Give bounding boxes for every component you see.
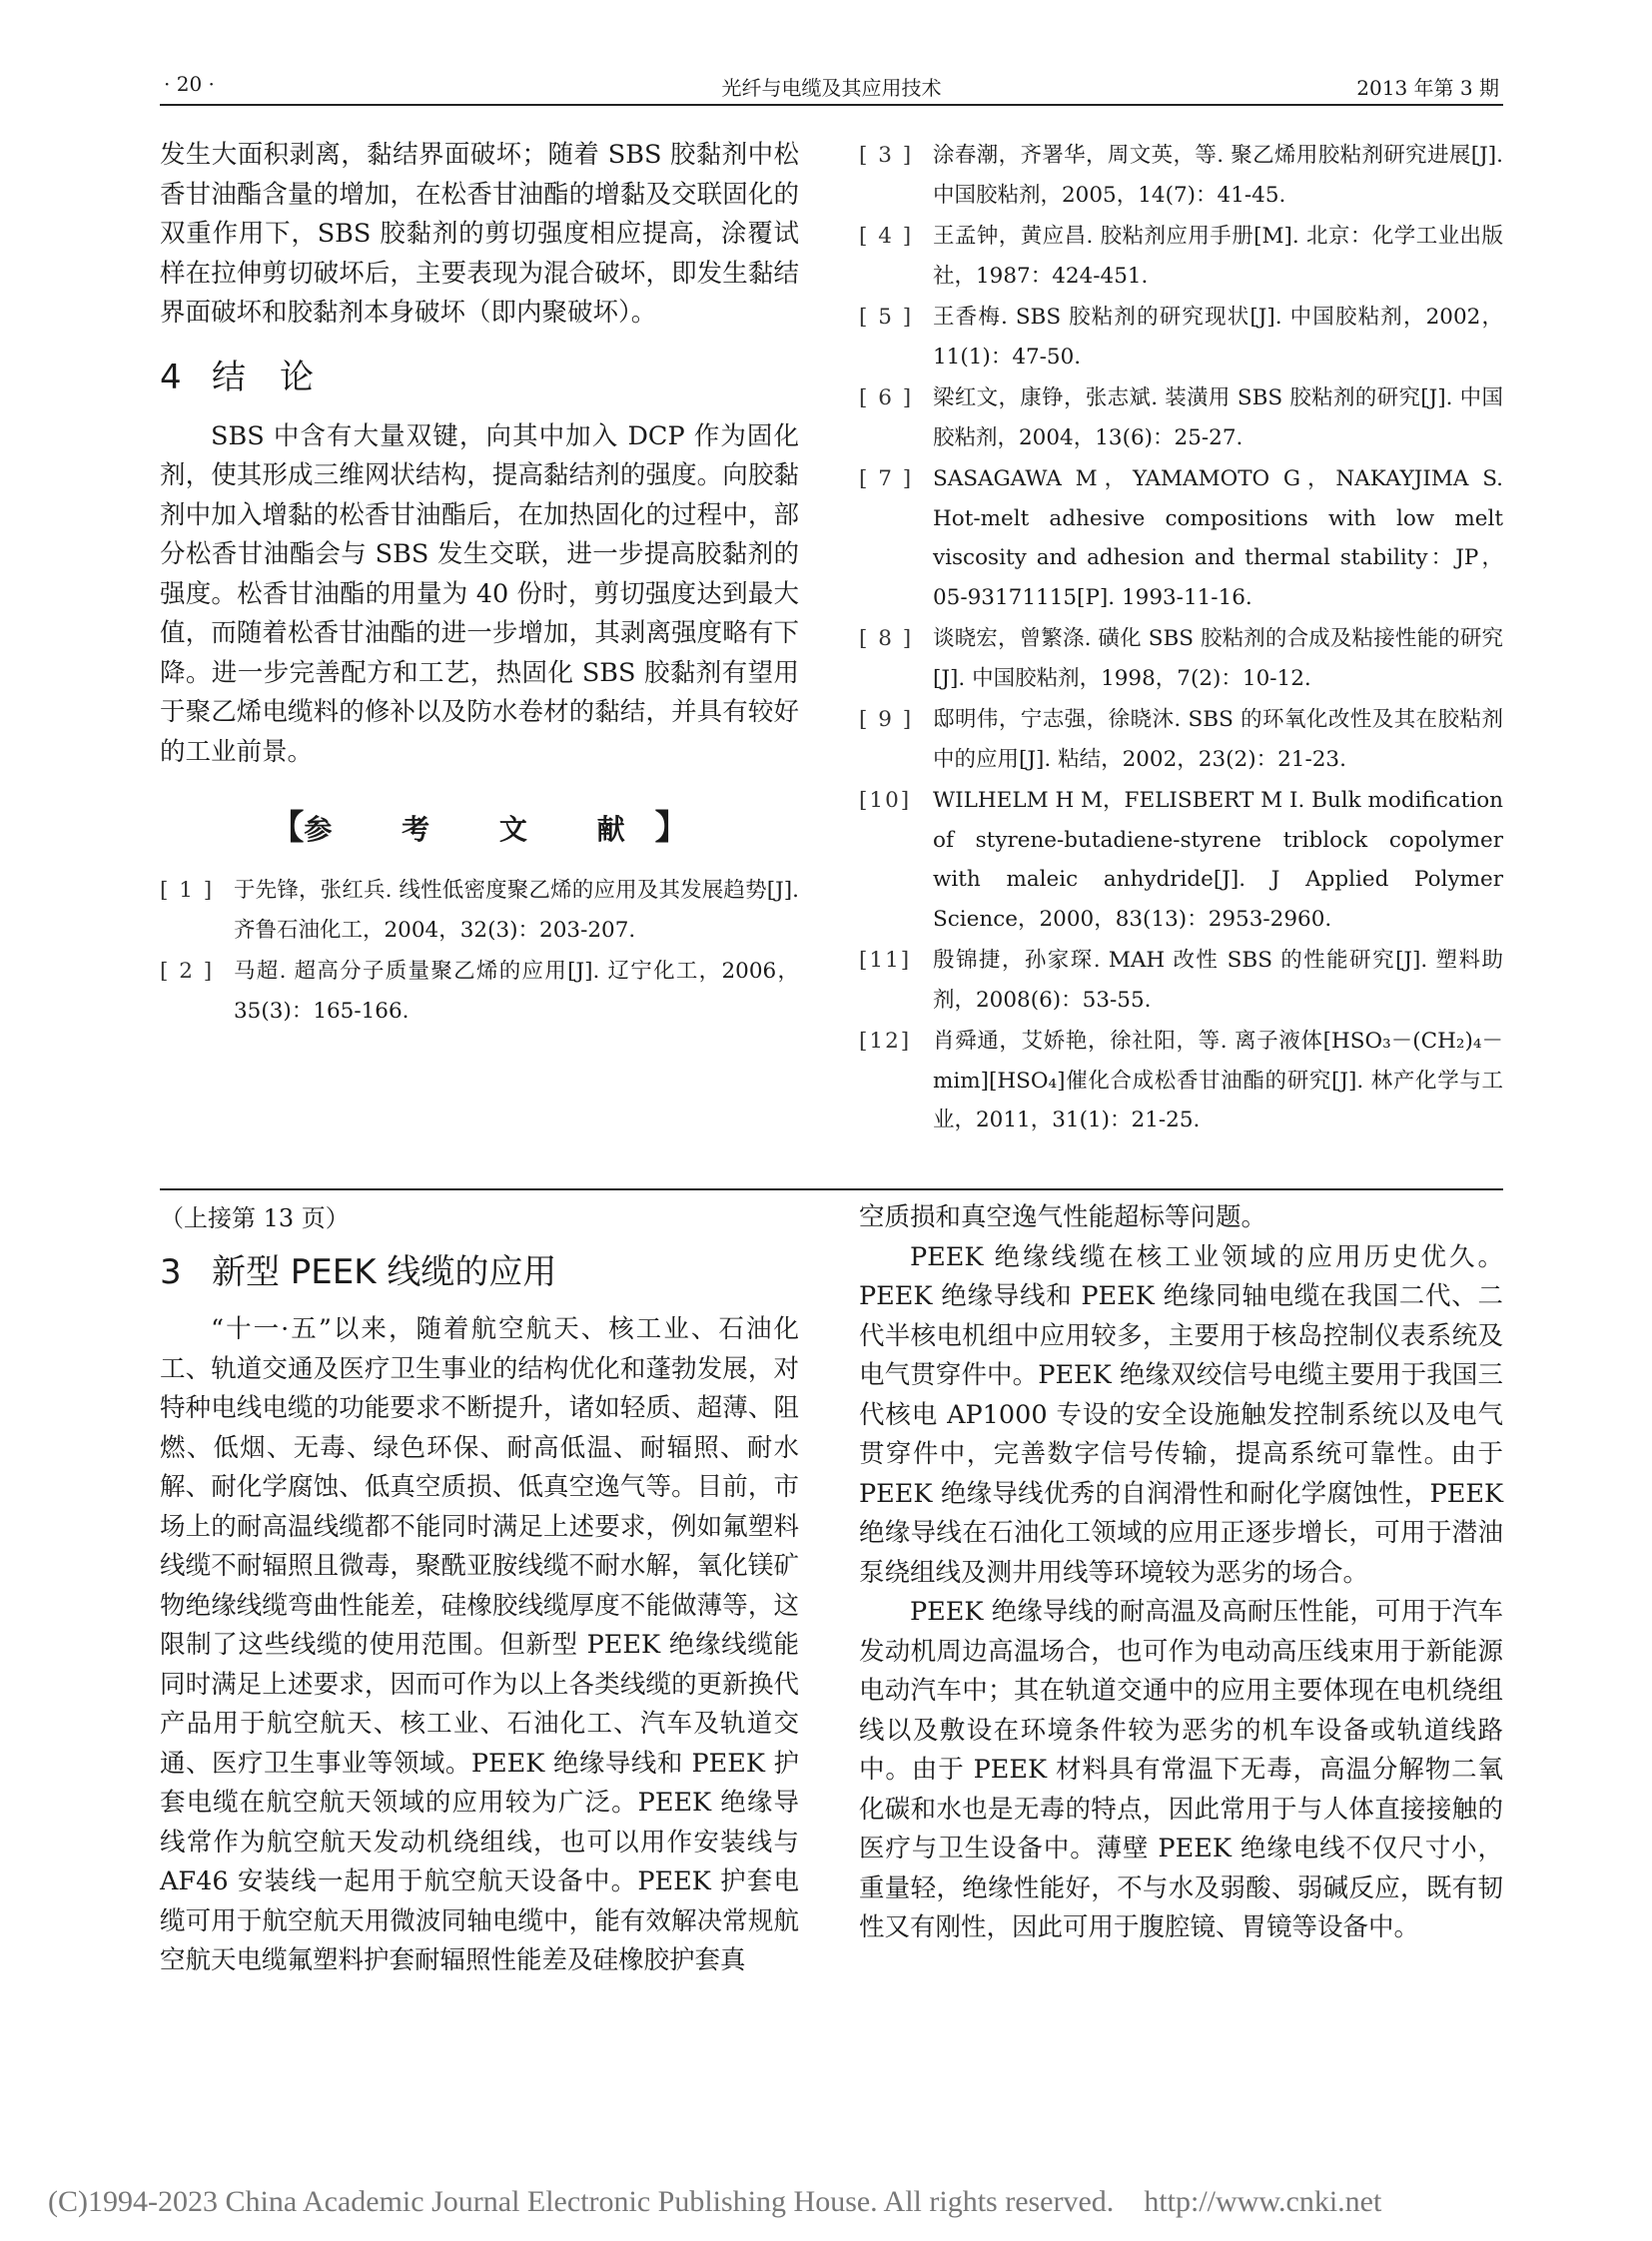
reference-number: [11] (859, 948, 912, 973)
references-heading (160, 800, 799, 849)
reference-number: [ 3 ] (859, 143, 914, 168)
continued-from-label: （上接第 13 页） (160, 1204, 350, 1232)
copyright-text: (C)1994-2023 China Academic Journal Electronic Publishing House. All rights reserved. (48, 2185, 1115, 2218)
reference-text: 邸明伟，宁志强，徐晓沐. SBS 的环氧化改性及其在胶粘剂中的应用[J]. 粘结，2002，23(2)：21-23. (933, 707, 1503, 772)
reference-number: [ 6 ] (859, 385, 914, 410)
reference-number: [ 8 ] (859, 626, 914, 651)
reference-list-right (859, 136, 1503, 1140)
reference-item (859, 217, 1503, 296)
reference-text: SASAGAWA M，YAMAMOTO G，NAKAYJIMA S. Hot-melt adhesive compositions with low melt viscosity and adhesion and thermal stability：JP，05-93171115[P]. 1993-11-16. (933, 466, 1503, 610)
reference-text: 于先锋，张红兵. 线性低密度聚乙烯的应用及其发展趋势[J]. 齐鲁石油化工，2004，32(3)：203-207. (234, 878, 799, 943)
reference-list-left (160, 871, 799, 1031)
reference-text: 王香梅. SBS 胶粘剂的研究现状[J]. 中国胶粘剂，2002，11(1)：47-50. (933, 305, 1503, 370)
section-heading-peek (160, 1250, 799, 1294)
reference-item (859, 619, 1503, 698)
reference-text: 王孟钟，黄应昌. 胶粘剂应用手册[M]. 北京：化学工业出版社，1987：424-451. (933, 224, 1503, 289)
reference-text: 殷锦捷，孙家琛. MAH 改性 SBS 的性能研究[J]. 塑料助剂，2008(6)：53-55. (933, 948, 1503, 1013)
reference-number: [10] (859, 788, 912, 813)
section-title: 结 论 (212, 357, 314, 397)
reference-number: [ 5 ] (859, 305, 914, 330)
reference-item (859, 459, 1503, 617)
section-number: 4 (160, 357, 182, 397)
reference-item (859, 378, 1503, 457)
reference-number: [ 2 ] (160, 959, 215, 984)
paragraph: PEEK 绝缘导线的耐高温及高耐压性能，可用于汽车发动机周边高温场合，也可作为电动高压线束用于新能源电动汽车中；其在轨道交通中的应用主要体现在电机绕组线以及敷设在环境条件较为恶劣的机车设备或轨道线路中。由于 PEEK 材料具有常温下无毒，高温分解物二氧化碳和水也是无毒的特点，因此常用于与人体直接接触的医疗与卫生设备中。薄壁 PEEK 绝缘电线不仅尺寸小，重量轻，绝缘性能好，不与水及弱酸、弱碱反应，既有韧性又有刚性，因此可用于腹腔镜、胃镜等设备中。 (859, 1597, 1503, 1942)
reference-text: 马超. 超高分子质量聚乙烯的应用[J]. 辽宁化工，2006，35(3)：165-166. (234, 959, 799, 1024)
paragraph-continued: 发生大面积剥离，黏结界面破坏；随着 SBS 胶黏剂中松香甘油酯含量的增加，在松香甘油酯的增黏及交联固化的双重作用下，SBS 胶黏剂的剪切强度相应提高，涂覆试样在拉伸剪切破坏后，主要表现为混合破坏，即发生黏结界面破坏和胶黏剂本身破坏（即内聚破坏）。 (160, 140, 799, 328)
section-number: 3 (160, 1252, 182, 1292)
reference-text: 梁红文，康铮，张志斌. 装潢用 SBS 胶粘剂的研究[J]. 中国胶粘剂，2004，13(6)：25-27. (933, 385, 1503, 450)
issue-label: 2013 年第 3 期 (1356, 76, 1499, 100)
reference-text: 涂春潮，齐署华，周文英，等. 聚乙烯用胶粘剂研究进展[J]. 中国胶粘剂，2005，14(7)：41-45. (933, 143, 1503, 208)
journal-title: 光纤与电缆及其应用技术 (721, 76, 942, 100)
conclusion-paragraph: SBS 中含有大量双键，向其中加入 DCP 作为固化剂，使其形成三维网状结构，提高黏结剂的强度。向胶黏剂中加入增黏的松香甘油酯后，在加热固化的过程中，部分松香甘油酯会与 SBS 发生交联，进一步提高胶黏剂的强度。松香甘油酯的用量为 40 份时，剪切强度达到最大值，而随着松香甘油酯的进一步增加，其剥离强度略有下降。进一步完善配方和工艺，热固化 SBS 胶黏剂有望用于聚乙烯电缆料的修补以及防水卷材的黏结，并具有较好的工业前景。 (160, 420, 799, 767)
paragraph: “十一·五”以来，随着航空航天、核工业、石油化工、轨道交通及医疗卫生事业的结构优化和蓬勃发展，对特种电线电缆的功能要求不断提升，诸如轻质、超薄、阻燃、低烟、无毒、绿色环保、耐高低温、耐辐照、耐水解、耐化学腐蚀、低真空质损、低真空逸气等。目前，市场上的耐高温线缆都不能同时满足上述要求，例如氟塑料线缆不耐辐照且微毒，聚酰亚胺线缆不耐水解，氧化镁矿物绝缘线缆弯曲性能差，硅橡胶线缆厚度不能做薄等，这限制了这些线缆的使用范围。但新型 PEEK 绝缘线缆能同时满足上述要求，因而可作为以上各类线缆的更新换代产品用于航空航天、核工业、石油化工、汽车及轨道交通、医疗卫生事业等领域。PEEK 绝缘导线和 PEEK 护套电缆在航空航天领域的应用较为广泛。PEEK 绝缘导线常作为航空航天发动机绕组线，也可以用作安装线与 AF46 安装线一起用于航空航天设备中。PEEK 护套电缆可用于航空航天用微波同轴电缆中，能有效解决常规航空航天电缆氟塑料护套耐辐照性能差及硅橡胶护套真 (160, 1314, 799, 1975)
reference-item (859, 1022, 1503, 1140)
article-divider (160, 1188, 1503, 1190)
references-title: 参 考 文 献 (304, 813, 655, 846)
reference-number: [ 1 ] (160, 878, 215, 903)
reference-number: [12] (859, 1029, 912, 1054)
paragraph: PEEK 绝缘线缆在核工业领域的应用历史优久。PEEK 绝缘导线和 PEEK 绝缘同轴电缆在我国二代、二代半核电机组中应用较多，主要用于核岛控制仪表系统及电气贯穿件中。PEEK 绝缘双绞信号电缆主要用于我国三代核电 AP1000 专设的安全设施触发控制系统以及电气贯穿件中，完善数字信号传输，提高系统可靠性。由于 PEEK 绝缘导线优秀的自润滑性和耐化学腐蚀性，PEEK 绝缘导线在石油化工领域的应用正逐步增长，可用于潜油泵绕组线及测井用线等环境较为恶劣的场合。 (859, 1241, 1503, 1588)
reference-item (859, 941, 1503, 1020)
reference-number: [ 7 ] (859, 466, 914, 491)
reference-text: WILHELM H M，FELISBERT M I. Bulk modification of styrene-butadiene-styrene triblock copolymer with maleic anhydride[J]. J Applied Polymer Science，2000，83(13)：2953-2960. (933, 788, 1503, 932)
reference-item (859, 781, 1503, 939)
footer-url: http://www.cnki.net (1144, 2185, 1382, 2218)
reference-item (160, 871, 799, 950)
reference-item (160, 952, 799, 1031)
top-right-column (859, 136, 1503, 1142)
section-heading-conclusion (160, 356, 799, 399)
bottom-right-column (859, 1198, 1503, 1948)
reference-number: [ 4 ] (859, 224, 914, 249)
reference-item (859, 136, 1503, 215)
bottom-left-column (160, 1198, 799, 1981)
top-left-column (160, 136, 799, 1033)
reference-number: [ 9 ] (859, 707, 914, 732)
running-header (160, 66, 1503, 106)
bracket-right: 】 (654, 808, 689, 848)
copyright-footer (48, 2185, 1606, 2219)
reference-item (859, 298, 1503, 376)
paragraph-continued: 空质损和真空逸气性能超标等问题。 (859, 1202, 1267, 1232)
page-number: · 20 · (164, 72, 215, 96)
reference-text: 谈晓宏，曾繁涤. 磺化 SBS 胶粘剂的合成及粘接性能的研究[J]. 中国胶粘剂，1998，7(2)：10-12. (933, 626, 1503, 691)
bracket-left: 【 (270, 808, 305, 848)
reference-text: 肖舜通，艾娇艳，徐社阳，等. 离子液体[HSO₃－(CH₂)₄－mim][HSO₄]催化合成松香甘油酯的研究[J]. 林产化学与工业，2011，31(1)：21-25. (933, 1029, 1503, 1132)
reference-item (859, 700, 1503, 779)
section-title: 新型 PEEK 线缆的应用 (212, 1252, 557, 1292)
